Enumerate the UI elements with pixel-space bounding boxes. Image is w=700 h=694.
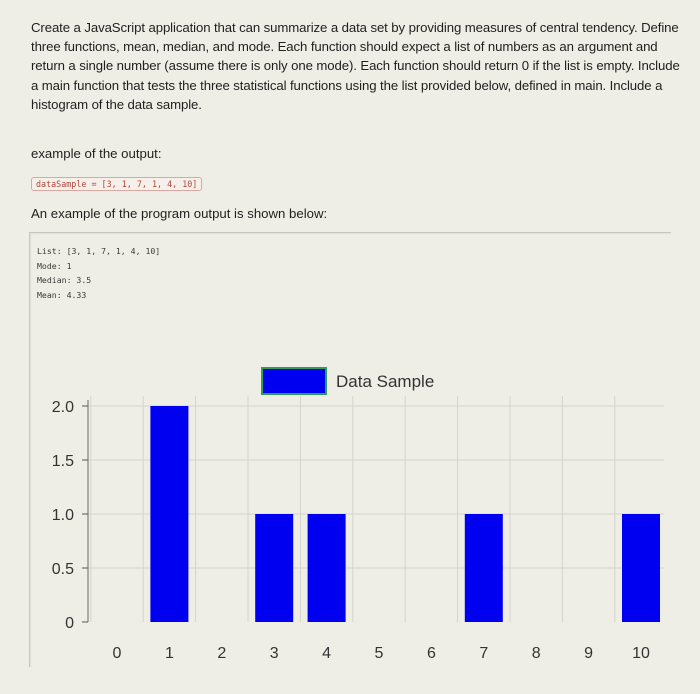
console-line-list: List: [3, 1, 7, 1, 4, 10]	[37, 246, 161, 256]
program-output-label: An example of the program output is shown below:	[31, 206, 328, 221]
x-tick-label: 7	[479, 645, 489, 662]
y-tick-label: 0	[65, 615, 74, 632]
x-tick-label: 2	[217, 645, 227, 662]
legend-label: Data Sample	[336, 372, 435, 391]
y-tick-label: 1.5	[51, 453, 74, 470]
x-tick-label: 6	[426, 645, 436, 662]
x-tick-label: 10	[632, 645, 650, 662]
y-tick-label: 1.0	[51, 507, 74, 524]
x-tick-label: 3	[269, 645, 279, 662]
y-tick-label: 2.0	[51, 399, 74, 416]
x-tick-label: 9	[584, 645, 594, 662]
console-line-mean: Mean: 4.33	[37, 289, 87, 300]
bar-7	[465, 514, 503, 622]
data-sample-code: dataSample = [3, 1, 7, 1, 4, 10]	[31, 177, 202, 191]
y-tick-label: 0.5	[51, 561, 74, 578]
console-line-mode: Mode: 1	[37, 260, 72, 271]
console-line-median: Median: 3.5	[37, 275, 92, 286]
example-output-label: example of the output:	[31, 146, 162, 161]
x-tick-label: 0	[112, 645, 122, 662]
bar-10	[622, 514, 660, 622]
x-tick-label: 5	[374, 645, 384, 662]
x-tick-label: 1	[164, 645, 174, 662]
legend-swatch	[262, 368, 326, 394]
x-tick-label: 8	[531, 645, 541, 662]
prompt-text: Create a JavaScript application that can summarize a data set by providing measures of central tendency. Define three functions, mean, median, and mode. Each function should expect a list of numbers as an argument and return a single number (assume there is only one mode). Each function should return 0 if the list is empty. Include a main function that tests the three statistical functions using the list provided below, defined in main. Include a histogram of the data sample.	[31, 20, 680, 112]
x-tick-label: 4	[322, 645, 332, 662]
bar-4	[308, 514, 346, 622]
bar-3	[255, 514, 293, 622]
bar-1	[150, 406, 188, 622]
